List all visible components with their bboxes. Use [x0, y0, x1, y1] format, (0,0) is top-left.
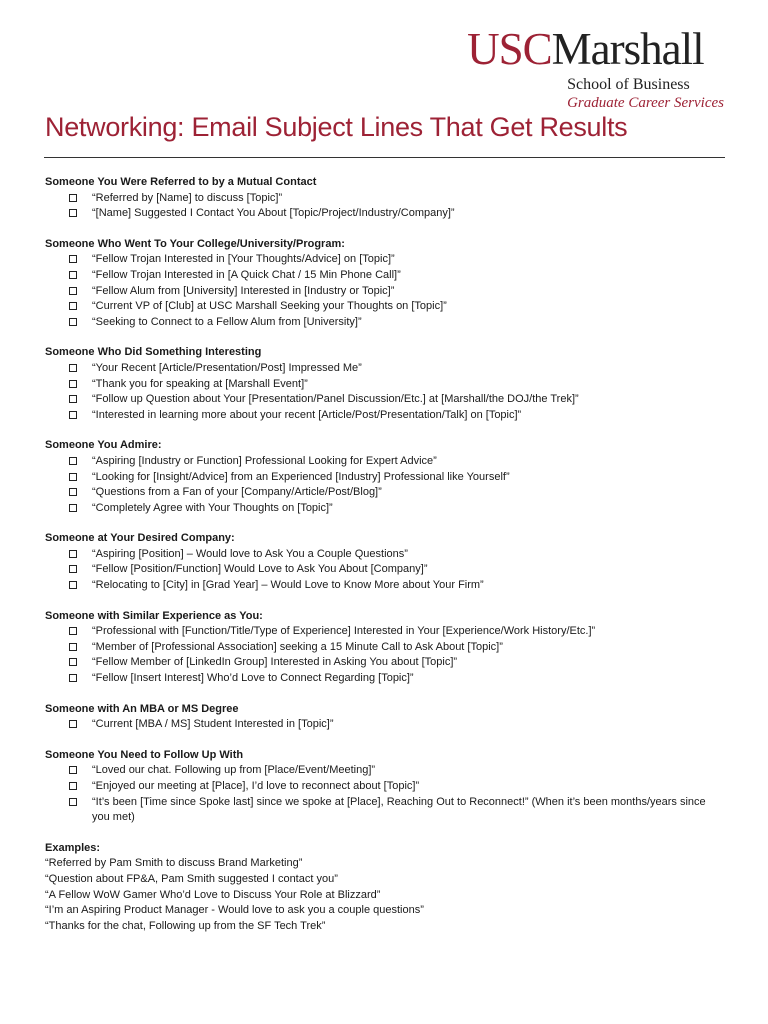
list-item	[45, 485, 725, 501]
list-item-text: “Relocating to [City] in [Grad Year] – Would Love to Know More about Your Firm”	[92, 579, 484, 592]
checkbox-icon	[69, 318, 77, 326]
list-item	[45, 470, 725, 486]
list-item-text: “Professional with [Function/Title/Type of Experience] Interested in Your [Experience/Work History/Etc.]”	[92, 625, 596, 638]
section	[45, 438, 725, 516]
list-item	[45, 795, 725, 826]
list-item-text: “Looking for [Insight/Advice] from an Experienced [Industry] Professional like Yourself”	[92, 470, 510, 483]
page-title: Networking: Email Subject Lines That Get Results	[45, 112, 628, 142]
checkbox-icon	[69, 720, 77, 728]
example-line: “A Fellow WoW Gamer Who’d Love to Discuss Your Role at Blizzard”	[45, 888, 381, 901]
title-divider	[44, 157, 725, 158]
document-body	[45, 175, 725, 934]
checkbox-icon	[69, 302, 77, 310]
checkbox-icon	[69, 194, 77, 202]
section	[45, 175, 725, 222]
checkbox-icon	[69, 504, 77, 512]
list-item	[45, 361, 725, 377]
checkbox-icon	[69, 395, 77, 403]
list-item-text: “It’s been [Time since Spoke last] since we spoke at [Place], Reaching Out to Reconnect!” (When it’s been months/years since you met)	[92, 795, 706, 824]
example-line: “Referred by Pam Smith to discuss Brand Marketing”	[45, 857, 303, 870]
checkbox-icon	[69, 411, 77, 419]
section-heading: Someone with Similar Experience as You:	[45, 609, 263, 622]
list-item-text: “Current [MBA / MS] Student Interested in [Topic]”	[92, 718, 334, 731]
checkbox-icon	[69, 658, 77, 666]
list-item	[45, 408, 725, 424]
list-item-text: “Aspiring [Position] – Would love to Ask You a Couple Questions”	[92, 547, 408, 560]
logo-gcs-text: Graduate Career Services	[567, 95, 724, 111]
examples-section	[45, 841, 725, 935]
list-item	[45, 252, 725, 268]
list-item	[45, 655, 725, 671]
checkbox-icon	[69, 488, 77, 496]
list-item-text: “Fellow [Position/Function] Would Love to Ask You About [Company]”	[92, 563, 428, 576]
list-item	[45, 392, 725, 408]
checkbox-icon	[69, 457, 77, 465]
example-line: “I’m an Aspiring Product Manager - Would love to ask you a couple questions”	[45, 904, 424, 917]
list-item-text: “Fellow Trojan Interested in [Your Thoughts/Advice] on [Topic]”	[92, 253, 395, 266]
example-line: “Thanks for the chat, Following up from the SF Tech Trek”	[45, 919, 326, 932]
section	[45, 748, 725, 826]
logo-usc-text: USC	[467, 24, 552, 74]
list-item-text: “Follow up Question about Your [Presentation/Panel Discussion/Etc.] at [Marshall/the DOJ/the Trek]”	[92, 393, 579, 406]
list-item	[45, 671, 725, 687]
list-item-text: “Enjoyed our meeting at [Place], I’d love to reconnect about [Topic]”	[92, 780, 420, 792]
list-item	[45, 640, 725, 656]
section-heading: Someone You Admire:	[45, 439, 162, 452]
list-item-text: “Referred by [Name] to discuss [Topic]”	[92, 191, 283, 204]
example-line: “Question about FP&A, Pam Smith suggested I contact you”	[45, 872, 338, 885]
usc-marshall-logo	[467, 26, 724, 112]
examples-list	[45, 856, 725, 934]
checkbox-icon	[69, 473, 77, 481]
section	[45, 609, 725, 687]
section-heading: Someone Who Went To Your College/University/Program:	[45, 237, 345, 250]
list-item	[45, 562, 725, 578]
checkbox-icon	[69, 364, 77, 372]
checkbox-icon	[69, 782, 77, 790]
list-item	[45, 547, 725, 563]
list-item-text: “Seeking to Connect to a Fellow Alum from [University]”	[92, 315, 362, 328]
checkbox-icon	[69, 287, 77, 295]
list-item	[45, 284, 725, 300]
list-item-text: “Aspiring [Industry or Function] Professional Looking for Expert Advice”	[92, 454, 437, 467]
checkbox-icon	[69, 550, 77, 558]
list-item-text: “Fellow [Insert Interest] Who’d Love to Connect Regarding [Topic]”	[92, 672, 414, 685]
checkbox-icon	[69, 581, 77, 589]
list-item	[45, 763, 725, 779]
section-heading: Someone Who Did Something Interesting	[45, 346, 262, 359]
checkbox-icon	[69, 643, 77, 651]
list-item-text: “Completely Agree with Your Thoughts on [Topic]”	[92, 501, 333, 514]
list-item-text: “Member of [Professional Association] seeking a 15 Minute Call to Ask About [Topic]”	[92, 640, 503, 653]
list-item	[45, 454, 725, 470]
checkbox-icon	[69, 255, 77, 263]
section-heading: Someone You Need to Follow Up With	[45, 748, 244, 761]
list-item-text: “Fellow Alum from [University] Interested in [Industry or Topic]”	[92, 284, 395, 297]
section	[45, 345, 725, 423]
section-heading: Someone You Were Referred to by a Mutual Contact	[45, 176, 317, 188]
examples-heading: Examples:	[45, 841, 101, 854]
list-item-text: “Current VP of [Club] at USC Marshall Seeking your Thoughts on [Topic]”	[92, 300, 447, 313]
checkbox-icon	[69, 627, 77, 635]
list-item-text: “Questions from a Fan of your [Company/Article/Post/Blog]”	[92, 486, 382, 499]
checkbox-icon	[69, 565, 77, 573]
sections-list	[45, 175, 725, 826]
section	[45, 237, 725, 331]
list-item-text: “Thank you for speaking at [Marshall Event]”	[92, 377, 308, 390]
list-item-text: “Your Recent [Article/Presentation/Post] Impressed Me”	[92, 361, 362, 374]
list-item-text: “Loved our chat. Following up from [Place/Event/Meeting]”	[92, 764, 376, 777]
list-item	[45, 717, 725, 733]
logo-wordmark	[467, 26, 724, 72]
list-item	[45, 206, 725, 222]
logo-marshall-text: Marshall	[551, 24, 704, 74]
checkbox-icon	[69, 209, 77, 217]
logo-school-text: School of Business	[567, 76, 690, 93]
section-heading: Someone with An MBA or MS Degree	[45, 702, 239, 715]
section	[45, 531, 725, 593]
checkbox-icon	[69, 271, 77, 279]
checkbox-icon	[69, 766, 77, 774]
list-item	[45, 779, 725, 795]
checkbox-icon	[69, 798, 77, 806]
list-item	[45, 501, 725, 517]
list-item	[45, 624, 725, 640]
list-item-text: “Fellow Trojan Interested in [A Quick Chat / 15 Min Phone Call]”	[92, 268, 401, 281]
checkbox-icon	[69, 674, 77, 682]
list-item	[45, 377, 725, 393]
list-item	[45, 191, 725, 207]
list-item	[45, 578, 725, 594]
section	[45, 702, 725, 733]
checkbox-icon	[69, 380, 77, 388]
list-item-text: “Interested in learning more about your recent [Article/Post/Presentation/Talk] on [Topic]”	[92, 408, 522, 421]
section-heading: Someone at Your Desired Company:	[45, 532, 235, 545]
list-item-text: “Fellow Member of [LinkedIn Group] Interested in Asking You about [Topic]”	[92, 656, 458, 669]
list-item	[45, 299, 725, 315]
list-item	[45, 315, 725, 331]
list-item-text: “[Name] Suggested I Contact You About [Topic/Project/Industry/Company]”	[92, 207, 455, 220]
list-item	[45, 268, 725, 284]
